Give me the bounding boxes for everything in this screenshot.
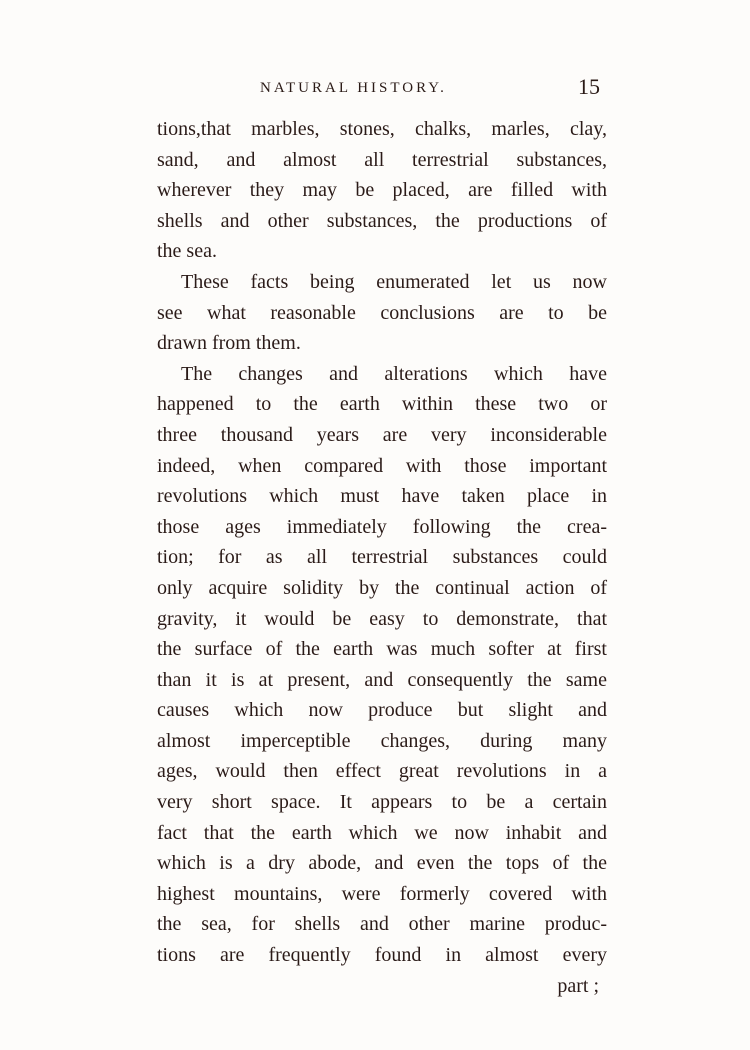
text-line: those ages immediately following the crea- [157,515,607,538]
running-title: NATURAL HISTORY. [260,80,447,96]
paragraph-start-line: The changes and alterations which have [181,362,607,385]
body-text [157,114,607,1001]
text-line: the sea, for shells and other marine produc- [157,913,607,936]
text-line: indeed, when compared with those important [157,454,607,477]
text-line: than it is at present, and consequently the same [157,668,607,691]
text-line: drawn from them. [157,332,301,355]
text-line: three thousand years are very inconsiderable [157,423,607,446]
text-line: see what reasonable conclusions are to be [157,301,607,324]
text-line: which is a dry abode, and even the tops of the [157,852,607,875]
text-line: the sea. [157,240,217,263]
text-line: shells and other substances, the productions of [157,209,607,232]
text-line: wherever they may be placed, are filled with [157,179,607,202]
text-line: ages, would then effect great revolutions in a [157,760,607,783]
text-line: tions,that marbles, stones, chalks, marles, clay, [157,118,607,140]
text-line: sand, and almost all terrestrial substances, [157,148,607,171]
text-line: very short space. It appears to be a certain [157,791,607,814]
paragraph-start-line: These facts being enumerated let us now [181,270,607,293]
text-line: happened to the earth within these two or [157,393,607,416]
text-line: almost imperceptible changes, during many [157,729,607,752]
text-line: tion; for as all terrestrial substances could [157,546,607,569]
page-number: 15 [578,74,600,99]
running-head [160,74,600,104]
text-line: only acquire solidity by the continual action of [157,576,607,599]
text-line: highest mountains, were formerly covered with [157,882,607,905]
text-line: revolutions which must have taken place in [157,485,607,508]
text-line: tions are frequently found in almost every [157,944,607,967]
text-line: gravity, it would be easy to demonstrate, that [157,607,607,630]
text-line: the surface of the earth was much softer at first [157,638,607,661]
text-line: causes which now produce but slight and [157,699,607,722]
text-line: fact that the earth which we now inhabit and [157,821,607,844]
catchword: part ; [557,974,599,997]
